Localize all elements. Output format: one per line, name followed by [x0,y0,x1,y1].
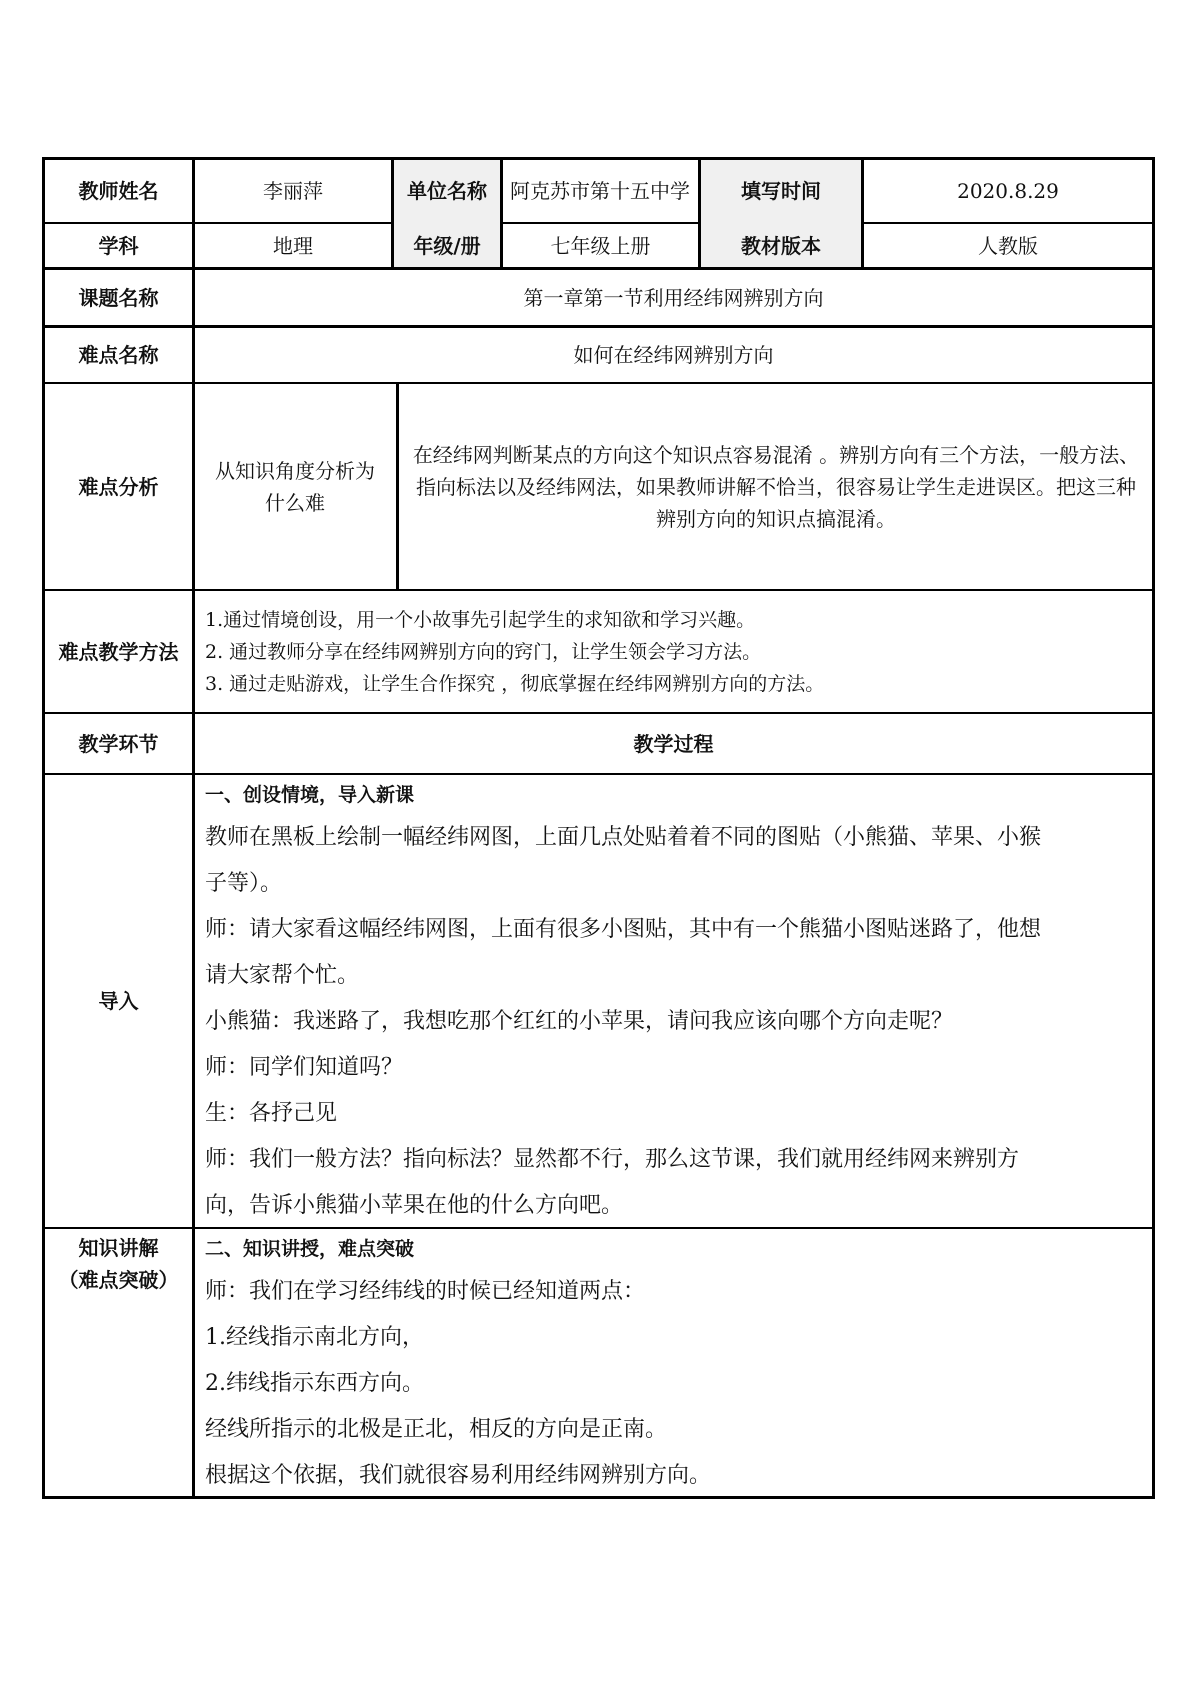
methods-list [205,604,1145,700]
analysis-label: 难点分析 [78,474,159,499]
methods-label: 难点教学方法 [58,639,179,664]
topic-value: 第一章第一节利用经纬网辨别方向 [523,285,824,310]
grid-line [42,589,1155,591]
grid-line [1152,157,1155,1499]
knowledge-line: 经线所指示的北极是正北，相反的方向是正南。 [205,1417,668,1442]
knowledge-line: 根据这个依据，我们就很容易利用经纬网辨别方向。 [205,1463,712,1488]
teacher-value: 李丽萍 [263,179,323,203]
intro-heading: 一、创设情境，导入新课 [205,784,415,806]
intro-label: 导入 [98,989,139,1013]
intro-line: 子等）。 [205,871,283,896]
intro-content [205,775,1145,1229]
knowledge-label-line2: （难点突破） [58,1268,179,1292]
grade-label: 年级/册 [413,233,481,258]
subject-label: 学科 [98,233,139,258]
knowledge-line: 师：我们在学习经纬线的时候已经知道两点： [205,1279,646,1304]
teacher-label: 教师姓名 [78,179,159,203]
grid-line [396,382,399,591]
knowledge-heading: 二、知识讲授，难点突破 [205,1238,415,1260]
method-item: 2. 通过教师分享在经纬网辨别方向的窍门，让学生领会学习方法。 [205,641,762,663]
method-item: 3. 通过走贴游戏，让学生合作探究 ，彻底掌握在经纬网辨别方向的方法。 [205,673,825,695]
fill-time-label: 填写时间 [741,179,821,203]
topic-label: 课题名称 [78,285,159,310]
grade-value: 七年级上册 [550,233,651,258]
intro-line: 小熊猫：我迷路了，我想吃那个红红的小苹果，请问我应该向哪个方向走呢？ [205,1009,954,1034]
subject-value: 地理 [273,233,313,258]
intro-line: 向，告诉小熊猫小苹果在他的什么方向吧。 [205,1193,624,1218]
unit-label: 单位名称 [407,179,487,203]
analysis-sub-label: 从知识角度分析为什么难 [215,458,375,515]
intro-line: 师：请大家看这幅经纬网图，上面有很多小图贴，其中有一个熊猫小图贴迷路了，他想 [205,917,1042,942]
stage-header: 教学环节 [78,731,159,756]
knowledge-content [205,1229,1145,1499]
intro-line: 师：同学们知道吗？ [205,1055,404,1080]
knowledge-line: 2.纬线指示东西方向。 [205,1371,424,1396]
intro-line: 生：各抒己见 [205,1101,338,1126]
intro-line: 请大家帮个忙。 [205,963,360,988]
knowledge-label-line1: 知识讲解 [78,1236,159,1260]
fill-time-value: 2020.8.29 [957,179,1059,203]
knowledge-line: 1.经线指示南北方向， [205,1325,424,1350]
intro-line: 教师在黑板上绘制一幅经纬网图，上面几点处贴着着不同的图贴（小熊猫、苹果、小猴 [205,825,1042,850]
analysis-text: 在经纬网判断某点的方向这个知识点容易混淆 。辨别方向有三个方法，一般方法、指向标法以及经纬网法，如果教师讲解不恰当，很容易让学生走进误区。把这三种辨别方向的知识点搞混淆。 [412,442,1140,531]
intro-line: 师：我们一般方法？指向标法？显然都不行，那么这节课，我们就用经纬网来辨别方 [205,1147,1020,1172]
difficulty-label: 难点名称 [78,343,159,367]
process-header: 教学过程 [633,731,714,756]
knowledge-label [45,1232,192,1296]
edition-label: 教材版本 [741,233,821,258]
difficulty-value: 如何在经纬网辨别方向 [573,343,774,367]
edition-value: 人教版 [978,233,1038,258]
unit-value: 阿克苏市第十五中学 [510,178,690,203]
method-item: 1.通过情境创设，用一个小故事先引起学生的求知欲和学习兴趣。 [205,609,756,631]
